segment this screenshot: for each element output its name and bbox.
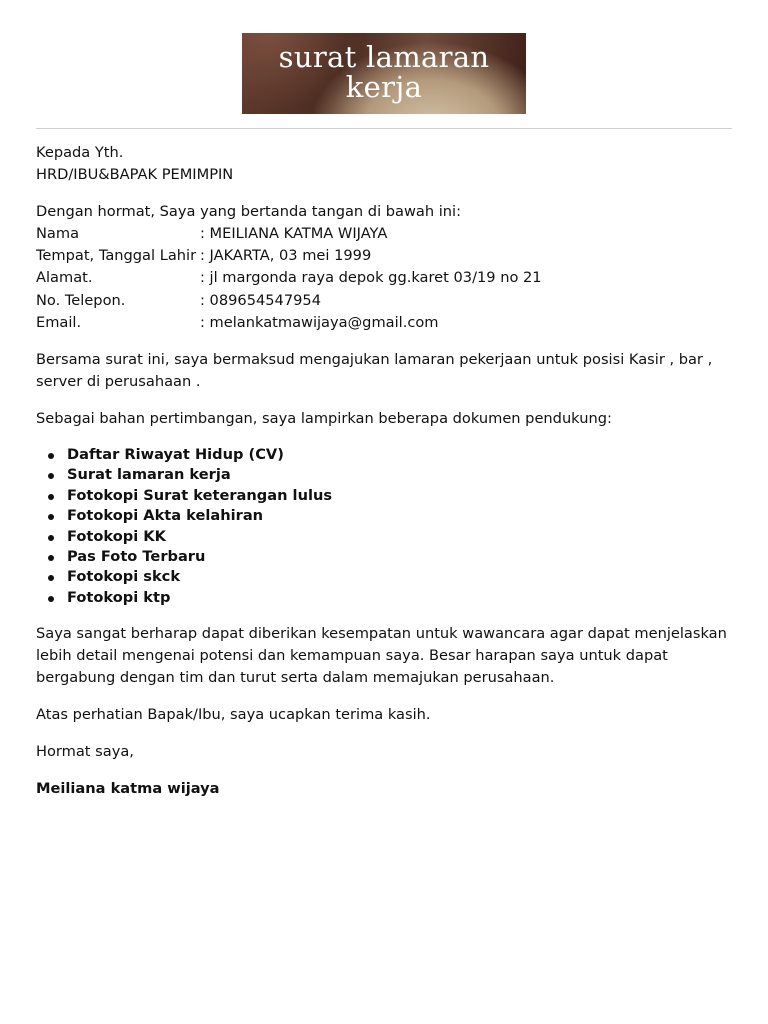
- list-item: Fotokopi skck: [36, 567, 732, 587]
- field-label: No. Telepon.: [36, 291, 126, 309]
- list-item: Fotokopi Surat keterangan lulus: [36, 486, 732, 506]
- attachments-list: [36, 445, 732, 608]
- opening-line: Dengan hormat, Saya yang bertanda tangan di bawah ini:: [36, 203, 462, 220]
- list-item: Pas Foto Terbaru: [36, 547, 732, 567]
- header-divider: [36, 128, 732, 129]
- field-value: : melankatmawijaya@gmail.com: [200, 313, 439, 331]
- field-name: [36, 223, 732, 245]
- field-label: Alamat.: [36, 269, 93, 287]
- field-birth: [36, 245, 732, 267]
- list-item: Fotokopi KK: [36, 527, 732, 547]
- letter-body: [36, 142, 732, 800]
- addressee-block: [36, 142, 732, 186]
- signature-name: Meiliana katma wijaya: [36, 780, 220, 798]
- field-address: [36, 267, 732, 289]
- list-item: Fotokopi ktp: [36, 588, 732, 608]
- thanks-paragraph: Atas perhatian Bapak/Ibu, saya ucapkan terima kasih.: [36, 706, 431, 724]
- banner-title-line-2: kerja: [345, 70, 423, 104]
- list-item: Daftar Riwayat Hidup (CV): [36, 445, 732, 465]
- closing: Hormat saya,: [36, 743, 134, 761]
- title-banner-image: [242, 33, 526, 114]
- field-value: : MEILIANA KATMA WIJAYA: [200, 225, 388, 242]
- hope-paragraph: Saya sangat berharap dapat diberikan kesempatan untuk wawancara agar dapat menjelaskan lebih detail mengenai potensi dan kemampuan saya. Besar harapan saya untuk dapat bergabung dengan tim dan turut serta dalam memajukan perusahaan.: [36, 625, 727, 687]
- banner-title-line-1: surat lamaran: [278, 40, 490, 74]
- field-phone: [36, 290, 732, 312]
- attachments-intro: Sebagai bahan pertimbangan, saya lampirkan beberapa dokumen pendukung:: [36, 409, 612, 427]
- list-item: Fotokopi Akta kelahiran: [36, 506, 732, 526]
- field-label: Tempat, Tanggal Lahir: [36, 247, 197, 265]
- recipient: HRD/IBU&BAPAK PEMIMPIN: [36, 166, 234, 183]
- applicant-details: [36, 223, 732, 334]
- field-value: : JAKARTA, 03 mei 1999: [200, 247, 372, 265]
- field-value: : 089654547954: [200, 291, 321, 309]
- purpose-paragraph: Bersama surat ini, saya bermaksud mengajukan lamaran pekerjaan untuk posisi Kasir , bar , server di perusahaan .: [36, 350, 713, 390]
- field-label: Email.: [36, 313, 82, 331]
- field-label: Nama: [36, 225, 80, 242]
- field-email: [36, 312, 732, 334]
- list-item: Surat lamaran kerja: [36, 465, 732, 485]
- field-value: : jl margonda raya depok gg.karet 03/19 no 21: [200, 269, 542, 287]
- salutation-to: Kepada Yth.: [36, 144, 124, 161]
- banner-title: [242, 42, 526, 102]
